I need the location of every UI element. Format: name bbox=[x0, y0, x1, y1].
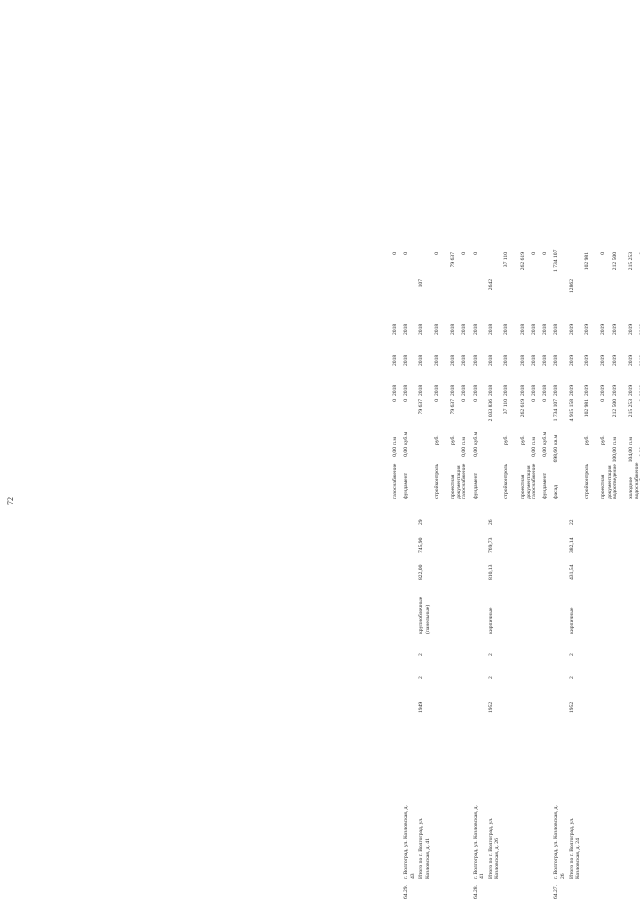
year-start: 2018 bbox=[391, 384, 398, 396]
wall-material: крупноблочные (панельные) bbox=[418, 596, 431, 634]
work-type: стройконтроль bbox=[433, 463, 440, 499]
work-cost: 212 500 bbox=[611, 399, 618, 418]
work-type: водоотведение bbox=[611, 464, 618, 499]
work-cost: 0 bbox=[600, 399, 607, 402]
work-cost: 79 637 bbox=[450, 399, 456, 415]
total-area: 431,54 bbox=[568, 564, 575, 580]
work-volume: 104,00 bbox=[627, 447, 634, 463]
floors: 2 bbox=[487, 676, 494, 679]
year-end: 2019 bbox=[584, 354, 590, 366]
work-volume: 0,00 bbox=[391, 447, 398, 457]
year-end: 2018 bbox=[487, 354, 494, 366]
work-type: проектная документация bbox=[519, 465, 532, 499]
unit: п.м bbox=[391, 437, 398, 445]
year-end: 2019 bbox=[611, 354, 618, 366]
work-cost: 0 bbox=[530, 399, 537, 402]
work-cost: 262 619 bbox=[519, 399, 526, 418]
total-label: Итого по г. Волгоград, ул. Козловская, д. 26 bbox=[487, 817, 501, 879]
work-type: газоснабжение bbox=[391, 463, 398, 499]
year-start: 2018 bbox=[433, 384, 440, 396]
year-start: 2018 bbox=[450, 384, 456, 396]
residents: 29 bbox=[418, 519, 425, 525]
unit: п.м bbox=[627, 437, 634, 445]
entrances: 2 bbox=[487, 653, 494, 656]
work-cost: 0 bbox=[433, 399, 440, 402]
work-volume: 100,00 bbox=[611, 447, 618, 463]
work-type: фундамент bbox=[403, 472, 410, 499]
fund-amount: 1 734 107 bbox=[553, 249, 560, 272]
year-end: 2018 bbox=[542, 354, 549, 366]
row-code: 64.29. bbox=[403, 885, 410, 899]
year-plan: 2019 bbox=[584, 323, 590, 335]
work-type: фундамент bbox=[542, 472, 549, 499]
unit: куб.м bbox=[542, 431, 549, 445]
work-volume: 0,00 bbox=[542, 447, 549, 457]
work-volume: 0,00 bbox=[530, 447, 537, 457]
year-start: 2018 bbox=[542, 384, 549, 396]
work-type: проектная документация bbox=[600, 465, 613, 499]
work-type: фасад bbox=[553, 485, 560, 499]
work-cost: 79 637 bbox=[418, 399, 425, 415]
year-start: 2018 bbox=[553, 384, 560, 396]
year-plan: 2018 bbox=[503, 323, 510, 335]
unit: руб. bbox=[519, 435, 526, 445]
fund-amount: 0 bbox=[530, 252, 537, 255]
year-end: 2019 bbox=[568, 354, 575, 366]
work-cost: 1 734 107 bbox=[553, 399, 560, 422]
page-number: 72 bbox=[6, 497, 15, 505]
unit: п.м bbox=[461, 437, 468, 445]
work-cost: 0 bbox=[461, 399, 468, 402]
year-plan: 2019 bbox=[600, 323, 607, 335]
work-cost: 4 915 158 bbox=[568, 399, 575, 422]
year-plan: 2019 bbox=[627, 323, 634, 335]
work-cost: 102 981 bbox=[584, 399, 590, 418]
year-plan: 2018 bbox=[391, 323, 398, 335]
address: г. Волгоград, ул. Козловская, д. 26 bbox=[553, 805, 566, 879]
year-start: 2018 bbox=[487, 384, 494, 396]
fund-amount: 0 bbox=[461, 252, 468, 255]
work-type: фундамент bbox=[472, 472, 479, 499]
entrances: 2 bbox=[418, 653, 425, 656]
year-start: 2018 bbox=[519, 384, 526, 396]
address: г. Волгоград, ул. Козловская, д. 41 bbox=[472, 805, 485, 879]
living-area: 745,90 bbox=[418, 537, 425, 553]
unit: кв.м bbox=[553, 434, 560, 445]
row-code: 64.27. bbox=[553, 885, 560, 899]
unit: куб.м bbox=[472, 431, 479, 445]
work-volume: 0,00 bbox=[461, 447, 468, 457]
year-plan: 2018 bbox=[519, 323, 526, 335]
work-cost: 0 bbox=[403, 399, 410, 402]
year-end: 2019 bbox=[627, 354, 634, 366]
year-plan: 2019 bbox=[568, 323, 575, 335]
year-end: 2018 bbox=[530, 354, 537, 366]
work-volume: 0,00 bbox=[403, 447, 410, 457]
unit: руб. bbox=[584, 435, 590, 445]
year-plan: 2018 bbox=[530, 323, 537, 335]
unit: руб. bbox=[600, 435, 607, 445]
year-end: 2018 bbox=[461, 354, 468, 366]
specific-cost: 12862 bbox=[568, 279, 575, 293]
year-start: 2019 bbox=[627, 384, 634, 396]
fund-amount: 215 253 bbox=[627, 252, 634, 271]
work-cost: 0 bbox=[391, 399, 398, 402]
row-code: 64.28. bbox=[472, 885, 479, 899]
year-start: 2019 bbox=[568, 384, 575, 396]
work-cost: 0 bbox=[472, 399, 479, 402]
build-year: 1952 bbox=[487, 701, 494, 713]
unit: п.м bbox=[611, 437, 618, 445]
total-label: Итого по г. Волгоград, ул. Козловская, д. 24 bbox=[568, 817, 582, 879]
work-volume: 0,00 bbox=[472, 447, 479, 457]
total-label: Итого по г. Волгоград, ул. Козловская, д. 41 bbox=[418, 817, 431, 879]
year-plan: 2018 bbox=[472, 323, 479, 335]
year-start: 2019 bbox=[600, 384, 607, 396]
fund-amount: 79 637 bbox=[450, 252, 456, 268]
work-cost: 37 110 bbox=[503, 399, 510, 415]
year-end: 2018 bbox=[503, 354, 510, 366]
fund-amount: 0 bbox=[542, 252, 549, 255]
year-end: 2018 bbox=[391, 354, 398, 366]
living-area: 382,14 bbox=[568, 537, 575, 553]
work-volume: 698,60 bbox=[553, 447, 560, 463]
wall-material: кирпичные bbox=[487, 607, 494, 634]
year-end: 2018 bbox=[450, 354, 456, 366]
year-start: 2019 bbox=[584, 384, 590, 396]
work-type: проектная документация bbox=[450, 465, 463, 499]
year-plan: 2018 bbox=[553, 323, 560, 335]
work-type: стройконтроль bbox=[503, 463, 510, 499]
year-end: 2018 bbox=[418, 354, 425, 366]
year-plan: 2018 bbox=[433, 323, 440, 335]
year-end: 2018 bbox=[519, 354, 526, 366]
year-start: 2019 bbox=[611, 384, 618, 396]
work-cost: 2 033 836 bbox=[487, 399, 494, 422]
floors: 2 bbox=[418, 676, 425, 679]
fund-amount: 0 bbox=[472, 252, 479, 255]
fund-amount: 0 bbox=[403, 252, 410, 255]
fund-amount: 102 981 bbox=[584, 252, 590, 271]
specific-cost: 2642 bbox=[487, 279, 494, 291]
build-year: 1949 bbox=[418, 701, 425, 713]
year-plan: 2018 bbox=[461, 323, 468, 335]
year-plan: 2018 bbox=[403, 323, 410, 335]
unit: куб.м bbox=[403, 431, 410, 445]
year-end: 2018 bbox=[472, 354, 479, 366]
year-start: 2018 bbox=[503, 384, 510, 396]
year-end: 2018 bbox=[433, 354, 440, 366]
year-start: 2018 bbox=[472, 384, 479, 396]
unit: п.м bbox=[530, 437, 537, 445]
work-cost: 0 bbox=[542, 399, 549, 402]
total-area: 822,00 bbox=[418, 564, 425, 580]
fund-amount: 212 500 bbox=[611, 252, 618, 271]
year-plan: 2018 bbox=[418, 323, 425, 335]
total-area: 810,13 bbox=[487, 564, 494, 580]
year-plan: 2018 bbox=[542, 323, 549, 335]
year-start: 2018 bbox=[530, 384, 537, 396]
fund-amount: 37 110 bbox=[503, 252, 510, 268]
build-year: 1952 bbox=[568, 701, 575, 713]
work-type: газоснабжение bbox=[530, 463, 537, 499]
address: г. Волгоград, ул. Козловская, д. 43 bbox=[403, 805, 416, 879]
specific-cost: 107 bbox=[418, 279, 425, 288]
work-type: холодное водоснабжение bbox=[627, 462, 640, 499]
year-plan: 2018 bbox=[487, 323, 494, 335]
residents: 22 bbox=[568, 519, 575, 525]
work-type: газоснабжение bbox=[461, 463, 468, 499]
year-start: 2018 bbox=[403, 384, 410, 396]
fund-amount: 0 bbox=[600, 252, 607, 255]
fund-amount: 0 bbox=[391, 252, 398, 255]
residents: 26 bbox=[487, 519, 494, 525]
year-start: 2018 bbox=[461, 384, 468, 396]
year-plan: 2019 bbox=[611, 323, 618, 335]
unit: руб. bbox=[503, 435, 510, 445]
living-area: 769,73 bbox=[487, 537, 494, 553]
unit: руб. bbox=[450, 435, 456, 445]
year-end: 2019 bbox=[600, 354, 607, 366]
work-cost: 215 253 bbox=[627, 399, 634, 418]
fund-amount: 0 bbox=[433, 252, 440, 255]
fund-amount: 262 619 bbox=[519, 252, 526, 271]
year-end: 2018 bbox=[553, 354, 560, 366]
entrances: 2 bbox=[568, 653, 575, 656]
unit: руб. bbox=[433, 435, 440, 445]
year-plan: 2018 bbox=[450, 323, 456, 335]
work-type: стройконтроль bbox=[584, 463, 590, 499]
year-start: 2018 bbox=[418, 384, 425, 396]
floors: 2 bbox=[568, 676, 575, 679]
wall-material: кирпичные bbox=[568, 607, 575, 634]
year-end: 2018 bbox=[403, 354, 410, 366]
